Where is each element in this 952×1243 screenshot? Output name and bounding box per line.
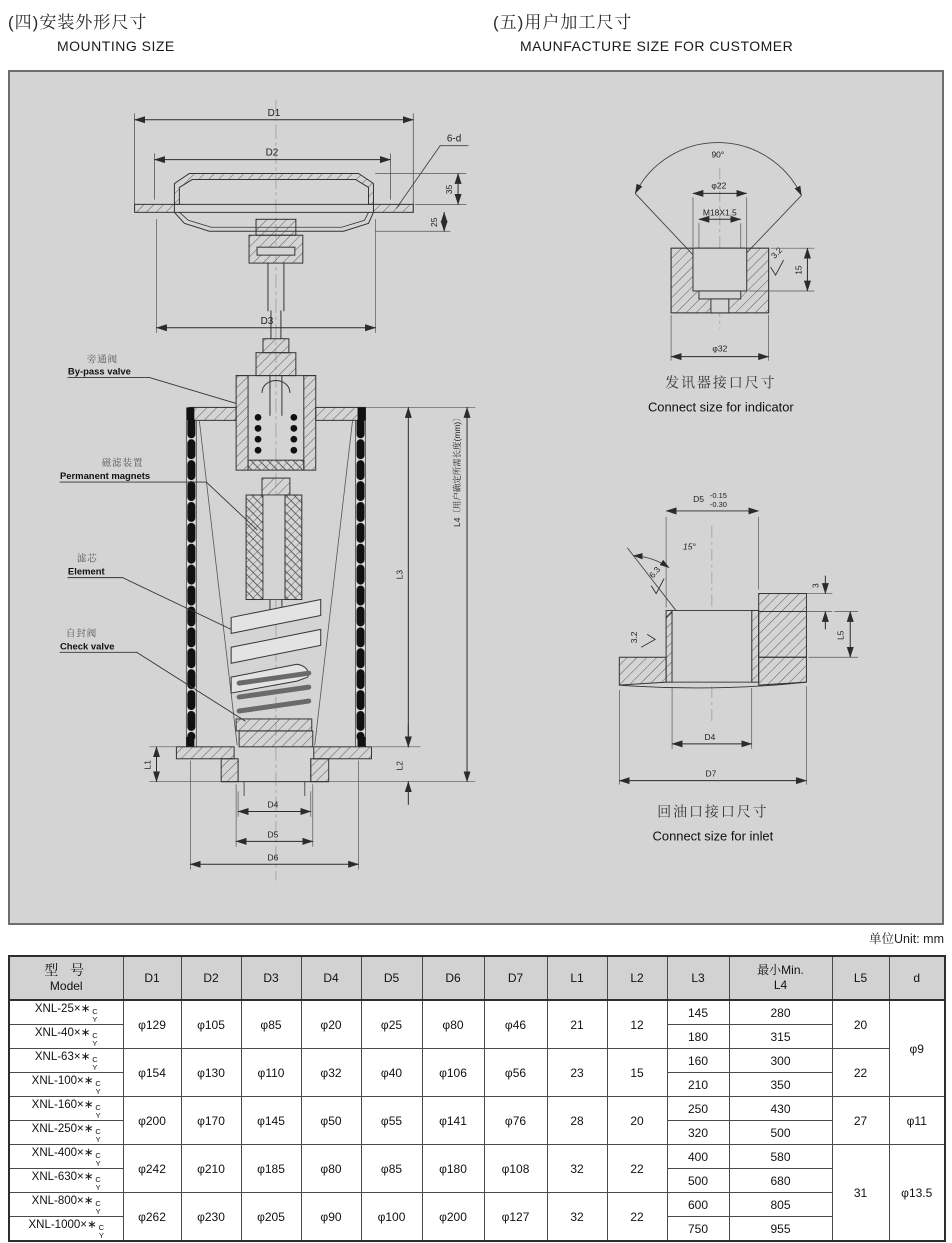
dim-d4: D4 <box>267 799 279 810</box>
d6-cell: φ106 <box>422 1049 484 1097</box>
magnet-column <box>246 478 302 617</box>
model-cell: XNL-100×∗ C Y <box>9 1073 123 1097</box>
d1-cell: φ262 <box>123 1193 181 1242</box>
dim-bolt-holes: 6-d <box>446 133 462 145</box>
dim-90deg: 90° <box>711 149 725 160</box>
section4-title-en: MOUNTING SIZE <box>57 38 175 54</box>
dim-m18: M18X1.5 <box>702 207 737 218</box>
inlet-caption-cn: 回油口接口尺寸 <box>657 803 769 820</box>
l2-cell: 20 <box>607 1097 667 1145</box>
inlet-caption-en: Connect size for inlet <box>652 828 774 844</box>
model-cell: XNL-63×∗ C Y <box>9 1049 123 1073</box>
d7-cell: φ108 <box>484 1145 547 1193</box>
element-label-cn: 滤芯 <box>76 553 98 565</box>
model-cell: XNL-160×∗ C Y <box>9 1097 123 1121</box>
l1-cell: 23 <box>547 1049 607 1097</box>
l3-cell: 320 <box>667 1121 729 1145</box>
dim-l1: L1 <box>142 760 153 770</box>
header-d2: D2 <box>181 956 241 1000</box>
l5-cell: 22 <box>832 1049 889 1097</box>
d5-cell: φ55 <box>361 1097 422 1145</box>
unit-note: 单位Unit: mm <box>868 932 944 946</box>
d2-cell: φ170 <box>181 1097 241 1145</box>
l3-cell: 180 <box>667 1025 729 1049</box>
table-header-row <box>9 956 945 1000</box>
d3-cell: φ205 <box>241 1193 301 1242</box>
dim-d1: D1 <box>267 107 281 119</box>
table-row <box>9 1193 945 1217</box>
d4-cell: φ90 <box>301 1193 361 1242</box>
d3-cell: φ110 <box>241 1049 301 1097</box>
l1-cell: 32 <box>547 1145 607 1193</box>
l4-cell: 350 <box>729 1073 832 1097</box>
d4-cell: φ32 <box>301 1049 361 1097</box>
bypass-label-en: By-pass valve <box>67 366 131 378</box>
d4-cell: φ50 <box>301 1097 361 1145</box>
section5-title-en: MAUNFACTURE SIZE FOR CUSTOMER <box>520 38 794 54</box>
d1-cell: φ154 <box>123 1049 181 1097</box>
header-l3: L3 <box>667 956 729 1000</box>
l3-cell: 750 <box>667 1217 729 1242</box>
dim-d5: D5 <box>267 829 279 840</box>
technical-drawings <box>10 72 942 923</box>
drawing-area <box>8 70 944 925</box>
table-row <box>9 1097 945 1121</box>
l2-cell: 22 <box>607 1193 667 1242</box>
header-d7: D7 <box>484 956 547 1000</box>
l4-cell: 430 <box>729 1097 832 1121</box>
indicator-port-detail <box>635 143 814 415</box>
d1-cell: φ200 <box>123 1097 181 1145</box>
d4-cell: φ80 <box>301 1145 361 1193</box>
l3-cell: 600 <box>667 1193 729 1217</box>
model-cell: XNL-800×∗ C Y <box>9 1193 123 1217</box>
header-d6: D6 <box>422 956 484 1000</box>
dim-d7: D7 <box>705 768 717 779</box>
l4-cell: 805 <box>729 1193 832 1217</box>
l4-cell: 680 <box>729 1169 832 1193</box>
inlet-port-detail <box>619 491 858 843</box>
l2-cell: 15 <box>607 1049 667 1097</box>
header-l4: 最小Min. L4 <box>729 956 832 1000</box>
bypass-label-cn: 旁通阀 <box>86 354 119 366</box>
element-label-en: Element <box>67 566 105 578</box>
header-d: d <box>889 956 945 1000</box>
section4-title-cn: (四)安装外形尺寸 <box>8 13 148 32</box>
header-d1: D1 <box>123 956 181 1000</box>
d6-cell: φ141 <box>422 1097 484 1145</box>
table-row <box>9 1049 945 1073</box>
d5-cell: φ85 <box>361 1145 422 1193</box>
d4-cell: φ20 <box>301 1000 361 1049</box>
l4-cell: 500 <box>729 1121 832 1145</box>
l3-cell: 250 <box>667 1097 729 1121</box>
l5-cell: 27 <box>832 1097 889 1145</box>
model-cell: XNL-40×∗ C Y <box>9 1025 123 1049</box>
d7-cell: φ76 <box>484 1097 547 1145</box>
dim-phi22: φ22 <box>711 180 727 191</box>
dim-15deg: 15° <box>683 541 696 552</box>
callout-bypass-valve <box>68 354 236 404</box>
l3-cell: 500 <box>667 1169 729 1193</box>
dimension-table <box>8 955 946 1242</box>
dim-d3: D3 <box>260 315 274 327</box>
header-d4: D4 <box>301 956 361 1000</box>
d3-cell: φ185 <box>241 1145 301 1193</box>
tol-lower: -0.30 <box>709 499 727 509</box>
table-row <box>9 1145 945 1169</box>
d-cell: φ9 <box>889 1000 945 1097</box>
dim-d2: D2 <box>265 147 279 159</box>
d6-cell: φ200 <box>422 1193 484 1242</box>
dim-d6: D6 <box>267 852 279 863</box>
cover-flange-right <box>373 204 413 212</box>
magnet-label-cn: 磁滤装置 <box>101 458 144 470</box>
d2-cell: φ210 <box>181 1145 241 1193</box>
d5-cell: φ25 <box>361 1000 422 1049</box>
dim-l4-note: L4〔用户确定所需长度(mm)〕 <box>452 413 463 527</box>
l1-cell: 21 <box>547 1000 607 1049</box>
d2-cell: φ105 <box>181 1000 241 1049</box>
callout-element <box>68 553 231 630</box>
model-cell: XNL-400×∗ C Y <box>9 1145 123 1169</box>
dim-l5: L5 <box>835 630 846 641</box>
dim-l3: L3 <box>394 569 405 580</box>
d6-cell: φ80 <box>422 1000 484 1049</box>
header-l1: L1 <box>547 956 607 1000</box>
d6-cell: φ180 <box>422 1145 484 1193</box>
d5-cell: φ40 <box>361 1049 422 1097</box>
d3-cell: φ145 <box>241 1097 301 1145</box>
rough-3-2: 3.2 <box>768 245 785 261</box>
l4-cell: 280 <box>729 1000 832 1025</box>
d7-cell: φ56 <box>484 1049 547 1097</box>
dim-3: 3 <box>810 583 821 588</box>
rough-3-2b: 3.2 <box>629 631 640 644</box>
d2-cell: φ130 <box>181 1049 241 1097</box>
l1-cell: 32 <box>547 1193 607 1242</box>
d-cell: φ13.5 <box>889 1145 945 1242</box>
l4-cell: 580 <box>729 1145 832 1169</box>
dim-phi32: φ32 <box>712 343 728 354</box>
l3-cell: 210 <box>667 1073 729 1097</box>
rough-6-3: 6.3 <box>647 564 663 580</box>
check-label-en: Check valve <box>59 641 115 653</box>
model-cell: XNL-1000×∗ C Y <box>9 1217 123 1242</box>
dim-35: 35 <box>444 184 455 195</box>
d7-cell: φ46 <box>484 1000 547 1049</box>
dim-25: 25 <box>429 217 440 227</box>
l3-cell: 145 <box>667 1000 729 1025</box>
l3-cell: 400 <box>667 1145 729 1169</box>
l4-cell: 955 <box>729 1217 832 1242</box>
l3-cell: 160 <box>667 1049 729 1073</box>
d1-cell: φ242 <box>123 1145 181 1193</box>
d7-cell: φ127 <box>484 1193 547 1242</box>
l4-cell: 315 <box>729 1025 832 1049</box>
l2-cell: 22 <box>607 1145 667 1193</box>
dim-d4b: D4 <box>704 731 716 742</box>
dim-15: 15 <box>793 265 804 275</box>
callout-check-valve <box>60 627 245 721</box>
d1-cell: φ129 <box>123 1000 181 1049</box>
filter-cross-section <box>60 100 475 880</box>
cover-shell <box>174 174 373 205</box>
d5-cell: φ100 <box>361 1193 422 1242</box>
section5-title-cn: (五)用户加工尺寸 <box>493 13 633 32</box>
table-row <box>9 1000 945 1025</box>
d2-cell: φ230 <box>181 1193 241 1242</box>
header-l2: L2 <box>607 956 667 1000</box>
d-cell: φ11 <box>889 1097 945 1145</box>
check-label-cn: 自封阀 <box>65 628 98 640</box>
model-cell: XNL-250×∗ C Y <box>9 1121 123 1145</box>
header-d3: D3 <box>241 956 301 1000</box>
header-l5: L5 <box>832 956 889 1000</box>
indicator-caption-en: Connect size for indicator <box>647 399 794 415</box>
magnet-label-en: Permanent magnets <box>59 471 151 483</box>
cover-flange-left <box>135 204 175 212</box>
header-d5: D5 <box>361 956 422 1000</box>
l1-cell: 28 <box>547 1097 607 1145</box>
indicator-caption-cn: 发讯器接口尺寸 <box>665 374 777 391</box>
header-model: 型 号 Model <box>9 956 123 1000</box>
l2-cell: 12 <box>607 1000 667 1049</box>
l5-cell: 20 <box>832 1000 889 1049</box>
l4-cell: 300 <box>729 1049 832 1073</box>
dim-l2: L2 <box>394 761 405 771</box>
dim-d5-label: D5 <box>693 493 704 504</box>
model-cell: XNL-25×∗ C Y <box>9 1000 123 1025</box>
d3-cell: φ85 <box>241 1000 301 1049</box>
callout-magnets <box>60 457 257 530</box>
tol-upper: -0.15 <box>709 490 727 500</box>
model-cell: XNL-630×∗ C Y <box>9 1169 123 1193</box>
bottom-flange-outlet <box>176 747 371 796</box>
l5-cell: 31 <box>832 1145 889 1242</box>
